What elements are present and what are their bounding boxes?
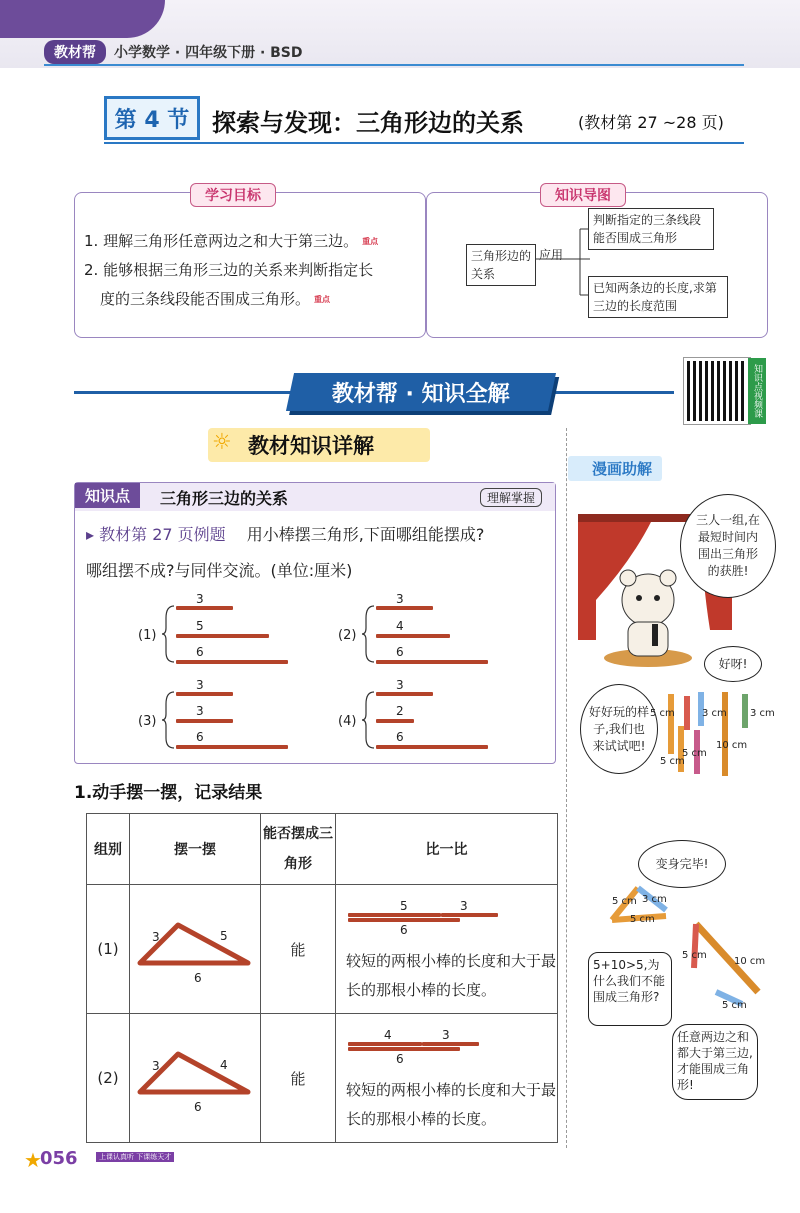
stick-length: 6 <box>396 730 404 744</box>
stick-label: 3 cm <box>642 894 667 905</box>
comic-label: 漫画助解 <box>568 456 662 481</box>
book-title: 小学数学 · 四年级下册 · BSD <box>114 45 303 61</box>
speech-bubble: 好好玩的样子,我们也来试试吧! <box>580 684 658 774</box>
side-label: 4 <box>220 1058 228 1072</box>
col-header-group: 组别 <box>87 814 130 885</box>
section-page-range: (教材第 27 ~28 页) <box>578 113 724 132</box>
example-label: ▸ 教材第 27 页例题 <box>86 525 226 544</box>
triangle-figure <box>130 1014 260 1142</box>
compare-cell <box>336 1014 558 1143</box>
triangle-cell <box>130 1014 261 1143</box>
stick-length: 3 <box>196 704 204 718</box>
stick-label: 5 cm <box>630 914 655 925</box>
stick <box>348 913 441 917</box>
side-label: 3 <box>152 930 160 944</box>
map-connector <box>536 215 592 305</box>
learning-goals-label: 学习目标 <box>190 183 276 207</box>
stick-length: 6 <box>196 645 204 659</box>
group-label: (3) <box>138 714 157 729</box>
stick-length: 3 <box>396 678 404 692</box>
stick-label: 5 cm <box>612 896 637 907</box>
table-row <box>87 885 558 1014</box>
header-rule <box>44 64 744 66</box>
stick-length: 6 <box>196 730 204 744</box>
qr-code[interactable] <box>684 358 750 424</box>
knowledge-point-tag: 知识点 <box>75 483 140 508</box>
stick-label: 3 cm <box>702 708 727 719</box>
row-group: (1) <box>87 885 130 1014</box>
stick-label: 10 cm <box>734 956 766 967</box>
comic-caption: 任意两边之和都大于第三边,才能围成三角形! <box>672 1024 758 1100</box>
footer-tag: 上课认真听 下课练天才 <box>96 1152 174 1162</box>
header-tab-decoration <box>0 0 165 38</box>
stick-label: 10 cm <box>716 740 748 751</box>
speech-bubble: 变身完毕! <box>638 840 726 888</box>
comic-caption: 5+10>5,为什么我们不能围成三角形? <box>588 952 672 1026</box>
row-group: (2) <box>87 1014 130 1143</box>
example-text <box>86 517 546 589</box>
banner-title: 教材帮 · 知识全解 <box>332 381 510 407</box>
results-table <box>86 813 558 1143</box>
stick-characters <box>656 684 776 784</box>
speech-bubble: 三人一组,在最短时间内围出三角形的获胜! <box>680 494 776 598</box>
mastery-badge: 理解掌握 <box>480 488 542 507</box>
compare-label: 5 <box>400 899 408 913</box>
lightbulb-icon: ☼ <box>212 430 232 455</box>
triangle-cell <box>130 885 261 1014</box>
result-cell: 能 <box>261 885 336 1014</box>
knowledge-map-label: 知识导图 <box>540 183 626 207</box>
example-question-2: 哪组摆不成?与同伴交流。(单位:厘米) <box>86 561 353 580</box>
stick-label: 5 cm <box>660 756 685 767</box>
triangle-figure <box>130 885 260 1013</box>
subheading: 教材知识详解 <box>208 428 430 462</box>
side-label: 3 <box>152 1059 160 1073</box>
example-question: 用小棒摆三角形,下面哪组能摆成? <box>246 525 485 544</box>
goal-item-1: 1. 理解三角形任意两边之和大于第三边。 重点 <box>84 228 378 255</box>
compare-note: 较短的两根小棒的长度和大于最长的那根小棒的长度。 <box>346 1081 557 1128</box>
qr-tag: 知识点视频课 <box>748 358 766 424</box>
section-title: 探索与发现：三角形边的关系 <box>212 109 524 137</box>
map-root-node: 三角形边的关系 <box>466 244 536 286</box>
compare-label: 3 <box>460 899 468 913</box>
compare-note: 较短的两根小棒的长度和大于最长的那根小棒的长度。 <box>346 952 557 999</box>
brand-label: 教材帮 <box>44 40 106 64</box>
goal-item-2: 2. 能够根据三角形三边的关系来判断指定长 <box>84 261 374 279</box>
result-cell: 能 <box>261 1014 336 1143</box>
side-label: 6 <box>194 1100 202 1114</box>
compare-cell <box>336 885 558 1014</box>
stick <box>348 1042 422 1046</box>
group-braces <box>162 600 562 760</box>
group-label: (2) <box>338 628 357 643</box>
stick-length: 4 <box>396 619 404 633</box>
section-banner <box>286 373 556 411</box>
side-label: 5 <box>220 929 228 943</box>
page-number: 056 <box>40 1148 78 1169</box>
stick <box>348 1047 460 1051</box>
stick-length: 5 <box>196 619 204 633</box>
map-branch-1: 判断指定的三条线段能否围成三角形 <box>588 208 714 250</box>
col-header-compare: 比一比 <box>336 814 558 885</box>
side-label: 6 <box>194 971 202 985</box>
stick-length: 3 <box>396 592 404 606</box>
col-header-arrange: 摆一摆 <box>130 814 261 885</box>
stick-label: 5 cm <box>722 1000 747 1011</box>
stick <box>348 918 460 922</box>
column-divider <box>566 428 567 1148</box>
task-heading: 1.动手摆一摆，记录结果 <box>74 783 263 803</box>
stick-length: 6 <box>396 645 404 659</box>
key-point-badge: 重点 <box>314 294 331 304</box>
group-label: (4) <box>338 714 357 729</box>
key-point-badge: 重点 <box>362 236 379 246</box>
compare-label: 6 <box>396 1052 404 1066</box>
table-row <box>87 1014 558 1143</box>
section-badge: 第 4 节 <box>104 96 200 140</box>
compare-label: 3 <box>442 1028 450 1042</box>
map-branch-2: 已知两条边的长度,求第三边的长度范围 <box>588 276 728 318</box>
goal-item-2-cont: 度的三条线段能否围成三角形。 重点 <box>100 286 330 313</box>
stick-length: 2 <box>396 704 404 718</box>
knowledge-point-title: 三角形三边的关系 <box>160 489 289 508</box>
group-label: (1) <box>138 628 157 643</box>
speech-bubble: 好呀! <box>704 646 762 682</box>
stick-length: 3 <box>196 592 204 606</box>
stick-length: 3 <box>196 678 204 692</box>
col-header-can-form: 能否摆成三角形 <box>261 814 336 885</box>
stick-label: 3 cm <box>750 708 775 719</box>
section-rule <box>104 142 744 144</box>
stick-label: 5 cm <box>650 708 675 719</box>
stick-label: 5 cm <box>682 748 707 759</box>
stick-label: 5 cm <box>682 950 707 961</box>
map-link-label: 应用 <box>539 248 564 262</box>
compare-label: 6 <box>400 923 408 937</box>
stick <box>422 1042 479 1046</box>
stick <box>441 913 498 917</box>
compare-label: 4 <box>384 1028 392 1042</box>
star-icon: ★ <box>24 1148 42 1172</box>
